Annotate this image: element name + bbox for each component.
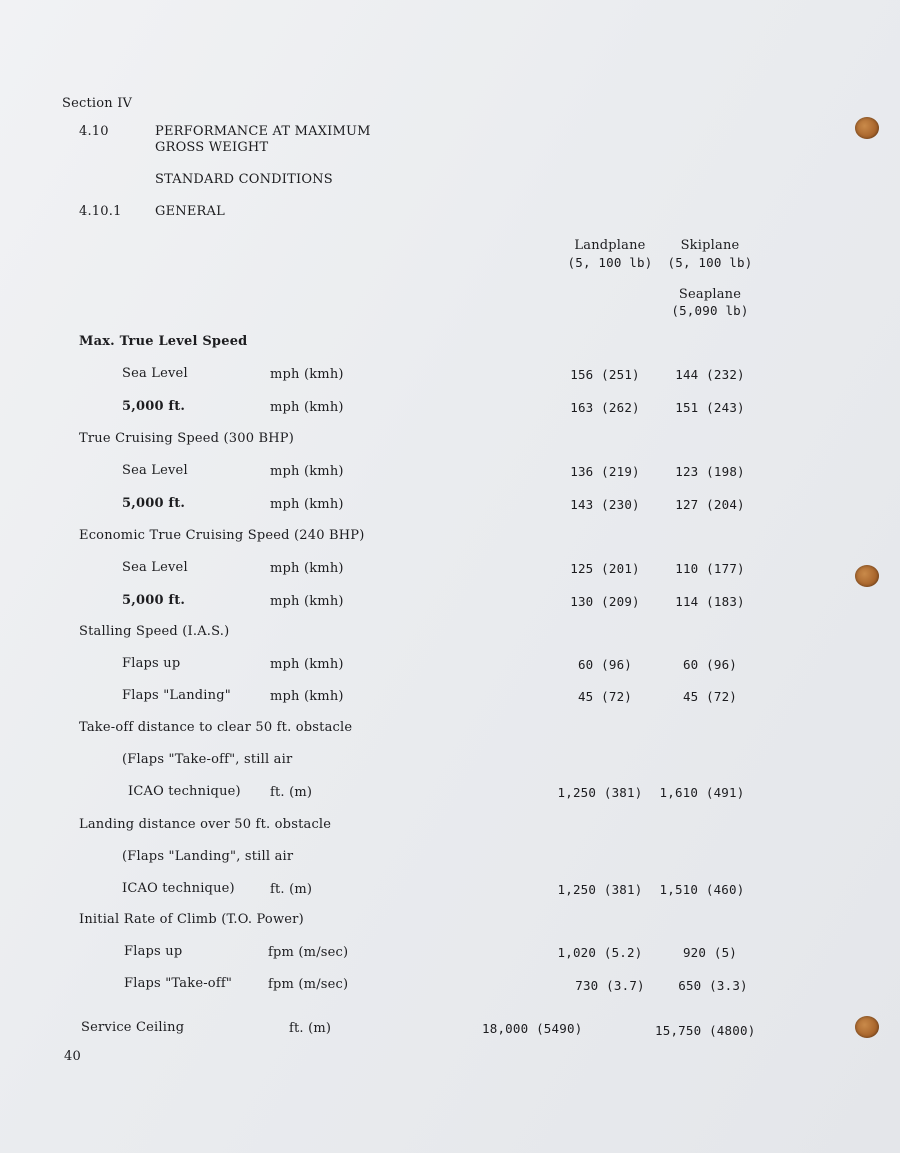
value-landplane: 125 (201) — [570, 561, 640, 576]
title-line-1: PERFORMANCE AT MAXIMUM — [155, 124, 371, 139]
subtitle-standard-conditions: STANDARD CONDITIONS — [155, 172, 333, 187]
row-label: 5,000 ft. — [122, 496, 186, 511]
row-unit: mph (kmh) — [270, 464, 344, 479]
col-landplane: Landplane — [574, 238, 646, 253]
section-label: Section IV — [62, 96, 133, 111]
row-unit: mph (kmh) — [270, 367, 344, 382]
binder-hole-bottom — [855, 1016, 879, 1038]
row-label-service-ceiling: Service Ceiling — [81, 1020, 185, 1035]
value-landplane: 60 (96) — [577, 657, 633, 672]
value-skiplane: 650 (3.3) — [678, 978, 748, 993]
value-landplane: 163 (262) — [570, 400, 640, 415]
row-label: Sea Level — [122, 366, 188, 381]
group-climb: Initial Rate of Climb (T.O. Power) — [79, 912, 304, 927]
value-skiplane: 920 (5) — [682, 945, 738, 960]
row-label: Flaps "Landing" — [122, 688, 231, 703]
row-unit: fpm (m/sec) — [268, 977, 349, 992]
value-skiplane: 127 (204) — [675, 497, 745, 512]
row-label: ICAO technique) — [122, 881, 235, 896]
col-seaplane-weight: (5,090 lb) — [671, 303, 749, 318]
section-number-4-10-1: 4.10.1 — [79, 204, 122, 219]
value-skiplane: 144 (232) — [675, 367, 745, 382]
group-econ-speed: Economic True Cruising Speed (240 BHP) — [79, 528, 365, 543]
col-skiplane: Skiplane — [680, 238, 740, 253]
value-skiplane: 1,610 (491) — [659, 785, 745, 800]
value-skiplane: 15,750 (4800) — [655, 1023, 756, 1038]
value-landplane: 730 (3.7) — [575, 978, 645, 993]
value-landplane: 18,000 (5490) — [482, 1021, 583, 1036]
value-skiplane: 60 (96) — [682, 657, 738, 672]
value-landplane: 1,020 (5.2) — [557, 945, 643, 960]
row-label: Sea Level — [122, 463, 188, 478]
row-label: Flaps up — [124, 944, 183, 959]
value-skiplane: 45 (72) — [682, 689, 738, 704]
row-unit: mph (kmh) — [270, 657, 344, 672]
row-label: 5,000 ft. — [122, 593, 186, 608]
row-unit: mph (kmh) — [270, 497, 344, 512]
value-skiplane: 110 (177) — [675, 561, 745, 576]
row-label: Flaps up — [122, 656, 181, 671]
col-skiplane-weight: (5, 100 lb) — [667, 255, 753, 270]
group-max-speed: Max. True Level Speed — [79, 334, 248, 349]
group-takeoff: Take-off distance to clear 50 ft. obstacle — [79, 720, 353, 735]
value-skiplane: 151 (243) — [675, 400, 745, 415]
value-landplane: 1,250 (381) — [557, 882, 643, 897]
value-landplane: 45 (72) — [577, 689, 633, 704]
row-unit: mph (kmh) — [270, 561, 344, 576]
row-unit: mph (kmh) — [270, 594, 344, 609]
landing-note: (Flaps "Landing", still air — [122, 849, 294, 864]
title-line-2: GROSS WEIGHT — [155, 140, 269, 155]
group-landing: Landing distance over 50 ft. obstacle — [79, 817, 332, 832]
col-landplane-weight: (5, 100 lb) — [567, 255, 653, 270]
value-landplane: 1,250 (381) — [557, 785, 643, 800]
row-unit: mph (kmh) — [270, 689, 344, 704]
value-landplane: 130 (209) — [570, 594, 640, 609]
binder-hole-top — [855, 117, 879, 139]
row-unit: mph (kmh) — [270, 400, 344, 415]
group-cruise-speed: True Cruising Speed (300 BHP) — [79, 431, 295, 446]
row-unit: fpm (m/sec) — [268, 945, 349, 960]
row-unit: ft. (m) — [270, 882, 313, 897]
value-skiplane: 1,510 (460) — [659, 882, 745, 897]
value-landplane: 143 (230) — [570, 497, 640, 512]
value-landplane: 136 (219) — [570, 464, 640, 479]
page-number: 40 — [64, 1049, 81, 1064]
row-label: Sea Level — [122, 560, 188, 575]
value-landplane: 156 (251) — [570, 367, 640, 382]
value-skiplane: 123 (198) — [675, 464, 745, 479]
binder-hole-middle — [855, 565, 879, 587]
value-skiplane: 114 (183) — [675, 594, 745, 609]
section-number-4-10: 4.10 — [79, 124, 109, 139]
group-stall-speed: Stalling Speed (I.A.S.) — [79, 624, 230, 639]
row-unit: ft. (m) — [289, 1021, 332, 1036]
row-unit: ft. (m) — [270, 785, 313, 800]
row-label: 5,000 ft. — [122, 399, 186, 414]
takeoff-note: (Flaps "Take-off", still air — [122, 752, 293, 767]
row-label: Flaps "Take-off" — [124, 976, 233, 991]
heading-general: GENERAL — [155, 204, 225, 219]
col-seaplane: Seaplane — [678, 287, 742, 302]
row-label: ICAO technique) — [128, 784, 241, 799]
